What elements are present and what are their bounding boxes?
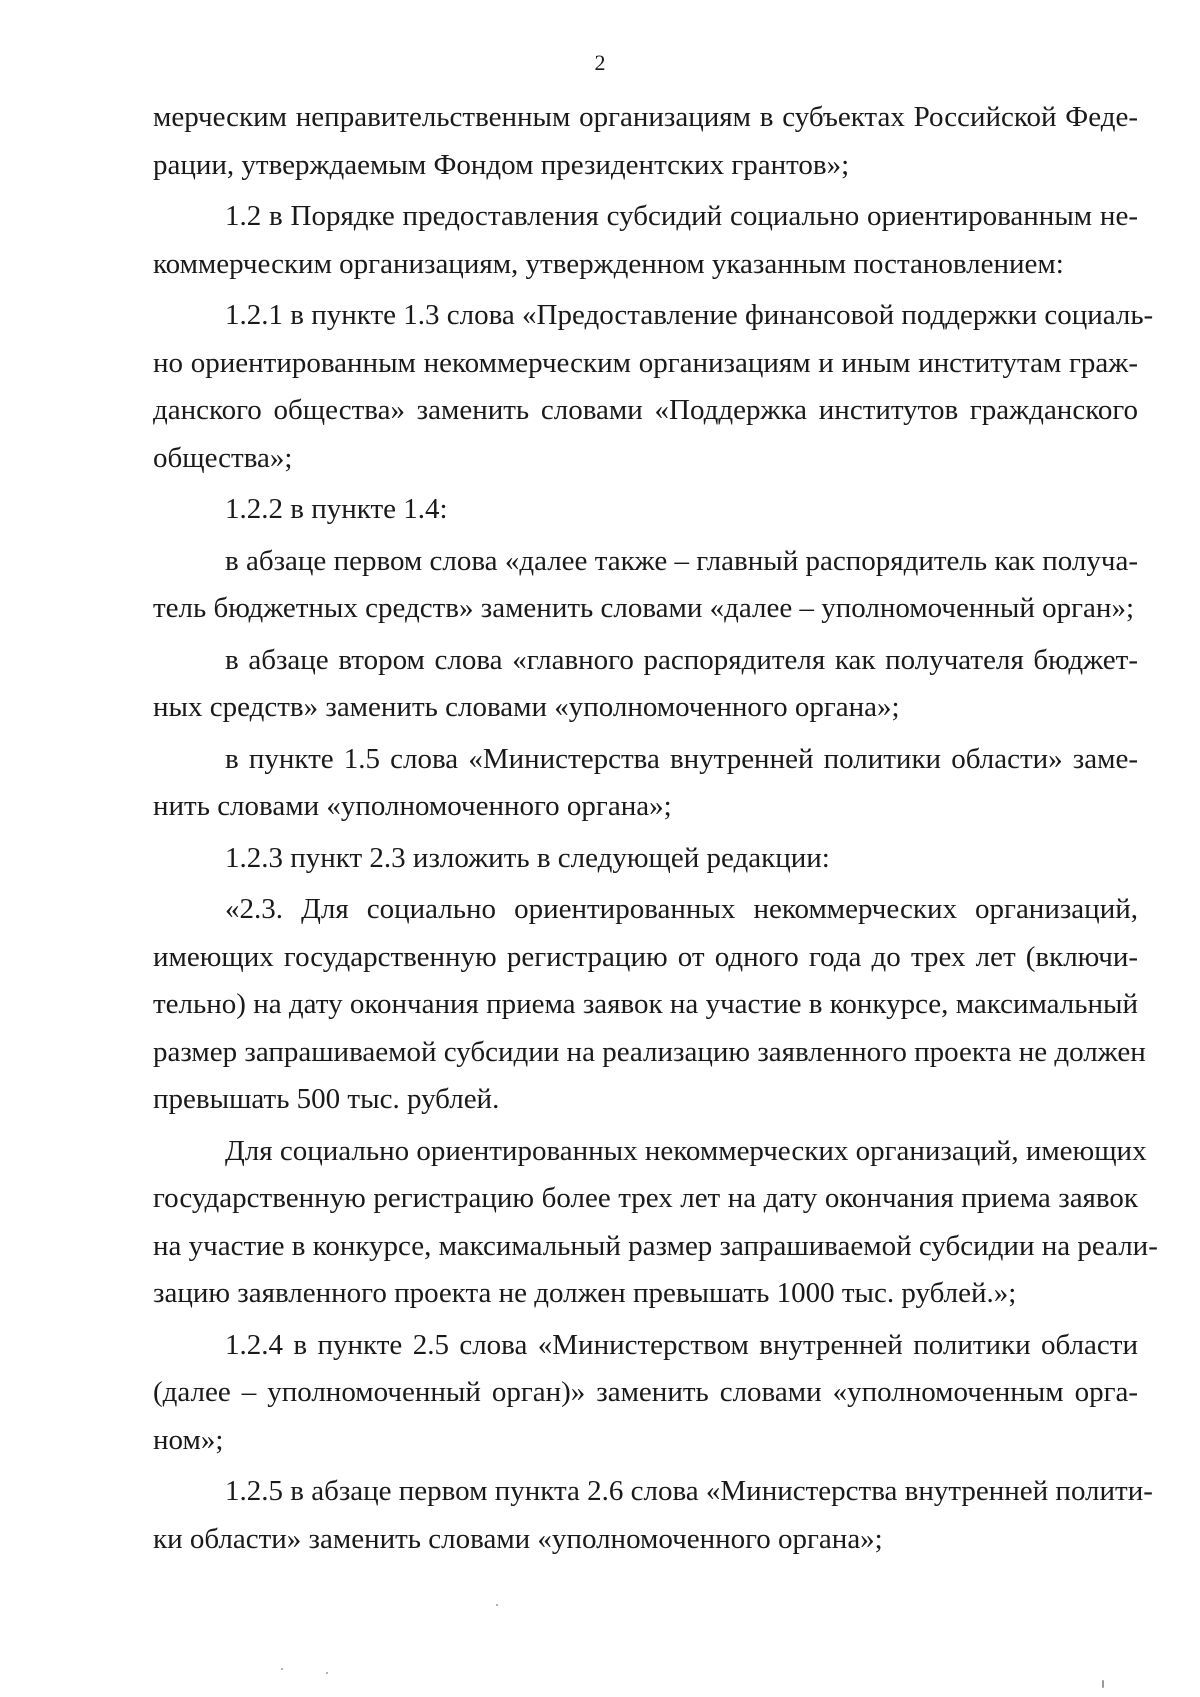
- scan-speck: [281, 1668, 283, 1670]
- text-line: 1.2 в Порядке предоставления субсидий социально ориентированным не-: [225, 200, 1138, 232]
- text-line: размер запрашиваемой субсидии на реализацию заявленного проекта не должен: [153, 1035, 1146, 1068]
- scan-speck: [496, 1604, 498, 1606]
- scan-speck: [1102, 1680, 1104, 1688]
- text-line: тельно) на дату окончания приема заявок на участие в конкурсе, максимальный: [153, 988, 1138, 1020]
- text-line: коммерческим организациям, утвержденном указанным постановлением:: [153, 247, 1064, 280]
- text-line: зацию заявленного проекта не должен превышать 1000 тыс. рублей.»;: [153, 1277, 1017, 1309]
- text-line: Для социально ориентированных некоммерческих организаций, имеющих: [225, 1134, 1147, 1167]
- page-number: 2: [594, 50, 606, 75]
- text-line: (далее – уполномоченный орган)» заменить словами «уполномоченным орга-: [153, 1376, 1138, 1408]
- text-line: нить словами «уполномоченного органа»;: [153, 790, 672, 822]
- text-line: общества»;: [153, 441, 293, 474]
- text-line: рации, утверждаемым Фондом президентских грантов»;: [153, 148, 850, 181]
- text-line: в абзаце втором слова «главного распорядителя как получателя бюджет-: [225, 643, 1138, 676]
- text-line: данского общества» заменить словами «Поддержка институтов гражданского: [153, 394, 1138, 426]
- scan-speck: [326, 1672, 328, 1674]
- text-line: ном»;: [153, 1423, 224, 1456]
- text-line: превышать 500 тыс. рублей.: [153, 1083, 500, 1115]
- text-line: «2.3. Для социально ориентированных некоммерческих организаций,: [225, 893, 1138, 925]
- text-line: тель бюджетных средств» заменить словами «далее – уполномоченный орган»;: [153, 592, 1135, 624]
- text-line: ных средств» заменить словами «уполномоченного органа»;: [153, 691, 900, 723]
- text-line: ки области» заменить словами «уполномоченного органа»;: [153, 1522, 883, 1555]
- text-line: 1.2.5 в абзаце первом пункта 2.6 слова «Министерства внутренней полити-: [225, 1475, 1153, 1507]
- text-line: 1.2.3 пункт 2.3 изложить в следующей редакции:: [225, 841, 830, 874]
- text-line: 1.2.2 в пункте 1.4:: [225, 493, 448, 525]
- text-line: государственную регистрацию более трех лет на дату окончания приема заявок: [153, 1182, 1138, 1214]
- text-line: но ориентированным некоммерческим организациям и иным институтам граж-: [153, 346, 1138, 379]
- text-line: в пункте 1.5 слова «Министерства внутренней политики области» заме-: [225, 742, 1138, 775]
- text-line: на участие в конкурсе, максимальный размер запрашиваемой субсидии на реали-: [153, 1229, 1158, 1262]
- text-line: 1.2.1 в пункте 1.3 слова «Предоставление финансовой поддержки социаль-: [225, 299, 1154, 331]
- text-line: имеющих государственную регистрацию от одного года до трех лет (включи-: [153, 940, 1138, 973]
- document-body: [153, 94, 1158, 1563]
- text-line: мерческим неправительственным организациям в субъектах Российской Феде-: [153, 101, 1138, 133]
- text-line: 1.2.4 в пункте 2.5 слова «Министерством внутренней политики области: [225, 1328, 1138, 1361]
- text-line: в абзаце первом слова «далее также – главный распорядитель как получа-: [225, 544, 1138, 577]
